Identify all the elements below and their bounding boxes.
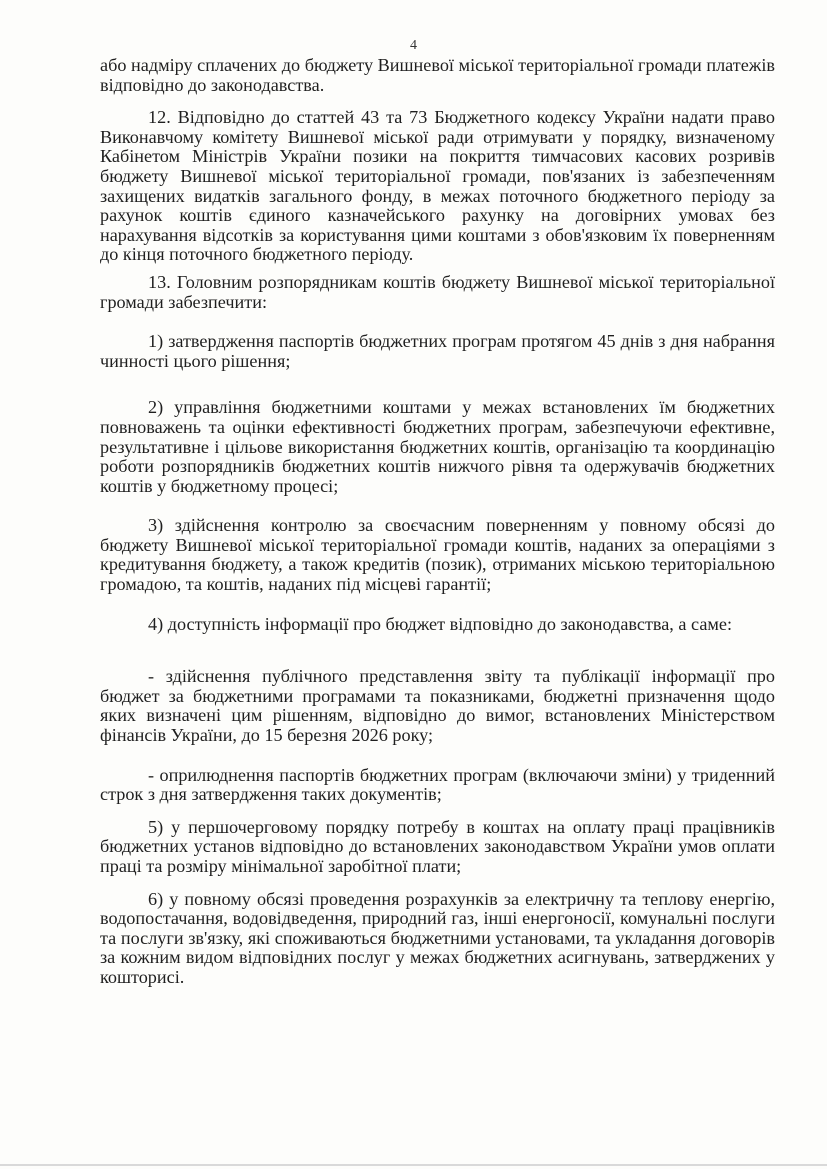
paragraph-13-item-4-bullet-1: - здійснення публічного представлення звіту та публікації інформації про бюджет за бюджетними програмами та показниками, бюджетні призначення щодо яких визначені цим рішенням, відповідно до вимог, встановлених Міністерством фінансів України, до 15 березня 2026 року; [100, 666, 775, 746]
paragraph-continuation: або надміру сплачених до бюджету Вишневої міської територіальної громади платежів відповідно до законодавства. [100, 55, 775, 95]
paragraph-13-item-3: 3) здійснення контролю за своєчасним поверненням у повному обсязі до бюджету Вишневої міської територіальної громади коштів, наданих за операціями з кредитування бюджету, а також кредитів (позик), отриманих міською територіальною громадою, та коштів, наданих під місцеві гарантії; [100, 515, 775, 595]
paragraph-13-item-1: 1) затвердження паспортів бюджетних програм протягом 45 днів з дня набрання чинності цього рішення; [100, 331, 775, 371]
document-body [100, 56, 775, 988]
page-number: 4 [410, 38, 417, 53]
paragraph-13-item-4-bullet-2: - оприлюднення паспортів бюджетних програм (включаючи зміни) у триденний строк з дня затвердження таких документів; [100, 764, 775, 805]
paragraph-13: 13. Головним розпорядникам коштів бюджету Вишневої міської територіальної громади забезпечити: [100, 271, 775, 312]
paragraph-12: 12. Відповідно до статтей 43 та 73 Бюджетного кодексу України надати право Виконавчому комітету Вишневої міської ради отримувати у порядку, визначеному Кабінетом Міністрів України позики на покриття тимчасових касових розривів бюджету Вишневої міської територіальної громади, пов'язаних із забезпеченням захищених видатків загального фонду, в межах поточного бюджетного періоду за рахунок коштів єдиного казначейського рахунку на договірних умовах без нарахування відсотків за користування цими коштами з обов'язковим їх поверненням до кінця поточного бюджетного періоду. [100, 107, 775, 265]
scan-edge-line [0, 1164, 827, 1166]
paragraph-13-item-5: 5) у першочерговому порядку потребу в коштах на оплату праці працівників бюджетних установ відповідно до встановлених законодавством України умов оплати праці та розміру мінімальної заробітної плати; [100, 816, 775, 876]
paragraph-13-item-6: 6) у повному обсязі проведення розрахунків за електричну та теплову енергію, водопостачання, водовідведення, природний газ, інші енергоносії, комунальні послуги та послуги зв'язку, які споживаються бюджетними установами, та укладання договорів за кожним видом відповідних послуг у межах бюджетних асигнувань, затверджених у кошторисі. [100, 888, 775, 987]
paragraph-13-item-4: 4) доступність інформації про бюджет відповідно до законодавства, а саме: [148, 613, 733, 634]
paragraph-13-item-2: 2) управління бюджетними коштами у межах встановлених їм бюджетних повноважень та оцінки ефективності бюджетних програм, забезпечуючи ефективне, результативне і цільове використання бюджетних коштів, організацію та координацію роботи розпорядників бюджетних коштів нижчого рівня та одержувачів бюджетних коштів у бюджетному процесі; [100, 397, 775, 496]
